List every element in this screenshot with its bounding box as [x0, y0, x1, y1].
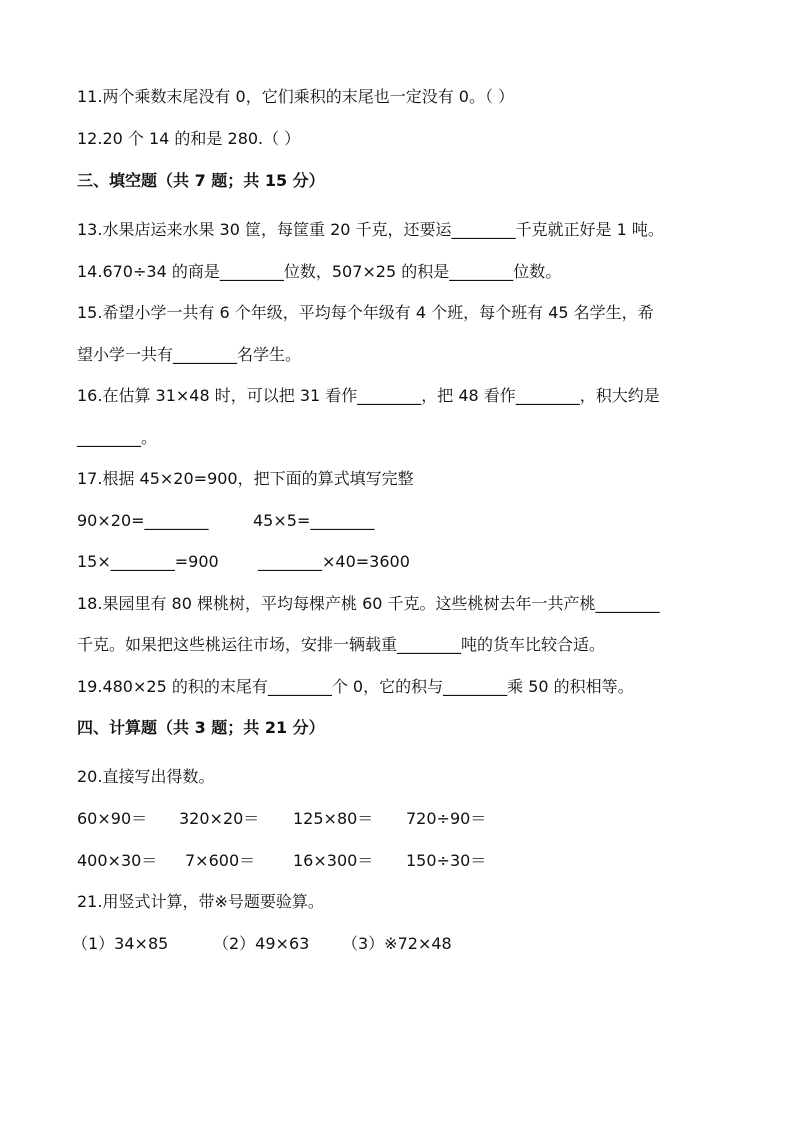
question-20: 20.直接写出得数。: [77, 767, 215, 786]
section-4-heading: 四、计算题（共 3 题；共 21 分）: [77, 718, 325, 737]
question-17-c: 15×________=900: [77, 552, 219, 571]
q20-item: 7×600＝: [185, 851, 256, 870]
question-17-a: 90×20=________: [77, 511, 209, 530]
question-16-line-2: ________。: [77, 428, 158, 447]
q20-item: 125×80＝: [293, 809, 374, 828]
q20-item: 720÷90＝: [406, 809, 487, 828]
q21-item: （3）※72×48: [342, 934, 452, 953]
q20-item: 320×20＝: [179, 809, 260, 828]
question-11: 11.两个乘数末尾没有 0，它们乘积的末尾也一定没有 0。（ ）: [77, 87, 515, 106]
section-3-heading: 三、填空题（共 7 题；共 15 分）: [77, 171, 325, 190]
question-14: 14.670÷34 的商是________位数，507×25 的积是________位数。: [77, 262, 562, 281]
question-19: 19.480×25 的积的末尾有________个 0，它的积与________乘 50 的积相等。: [77, 677, 634, 696]
question-21: 21.用竖式计算，带※号题要验算。: [77, 892, 324, 911]
question-12: 12.20 个 14 的和是 280.（ ）: [77, 129, 301, 148]
q21-item: （2）49×63: [213, 934, 310, 953]
q20-item: 60×90＝: [77, 809, 148, 828]
question-18-line-1: 18.果园里有 80 棵桃树，平均每棵产桃 60 千克。这些桃树去年一共产桃________: [77, 594, 660, 613]
question-17-d: ________×40=3600: [258, 552, 410, 571]
q20-item: 400×30＝: [77, 851, 158, 870]
q20-item: 150÷30＝: [406, 851, 487, 870]
q21-item: （1）34×85: [72, 934, 169, 953]
question-18-line-2: 千克。如果把这些桃运往市场，安排一辆载重________吨的货车比较合适。: [77, 635, 606, 654]
q20-item: 16×300＝: [293, 851, 374, 870]
question-17: 17.根据 45×20=900，把下面的算式填写完整: [77, 469, 414, 488]
question-15-line-2: 望小学一共有________名学生。: [77, 345, 302, 364]
question-17-b: 45×5=________: [253, 511, 375, 530]
question-13: 13.水果店运来水果 30 筐，每筐重 20 千克，还要运________千克就正好是 1 吨。: [77, 220, 664, 239]
question-15-line-1: 15.希望小学一共有 6 个年级，平均每个年级有 4 个班，每个班有 45 名学生，希: [77, 303, 654, 322]
question-16-line-1: 16.在估算 31×48 时，可以把 31 看作________，把 48 看作________，积大约是: [77, 386, 660, 405]
